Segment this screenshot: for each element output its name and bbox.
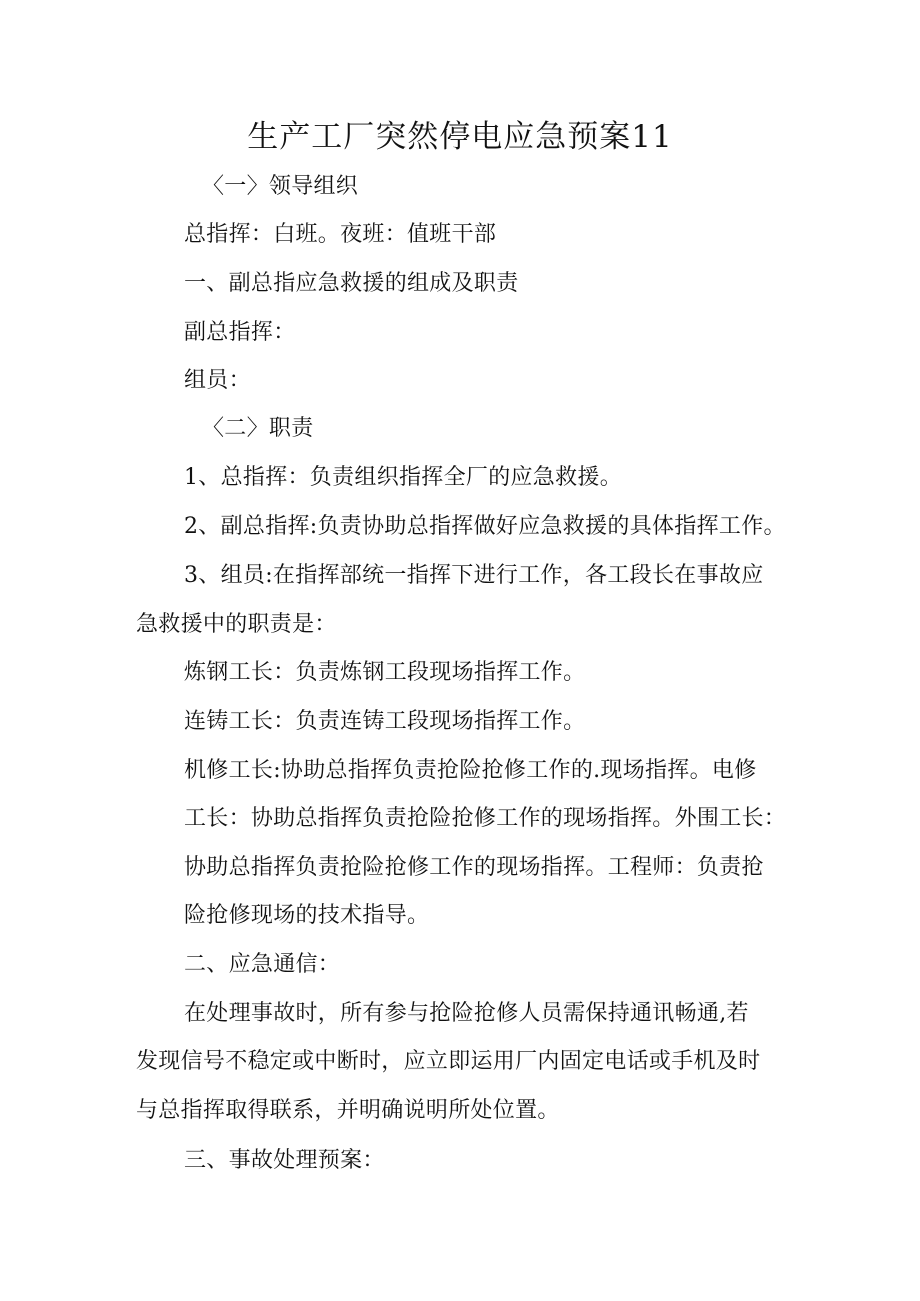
section-heading-accident-plan: 三、事故处理预案：: [184, 1148, 385, 1173]
document-title: 生产工厂突然停电应急预案11: [247, 119, 673, 155]
section-heading-duties: 〈二〉职责: [202, 416, 314, 441]
paragraph-duty-3-line-1: 3、组员:在指挥部统一指挥下进行工作，各工段长在事故应: [184, 563, 764, 588]
paragraph-duty-1: 1、总指挥：负责组织指挥全厂的应急救援。: [184, 465, 622, 490]
paragraph-commander: 总指挥：白班。夜班：值班干部: [184, 222, 497, 247]
paragraph-duty-2: 2、副总指挥:负责协助总指挥做好应急救援的具体指挥工作。: [184, 514, 786, 539]
paragraph-steelmaking-foreman: 炼钢工长：负责炼钢工段现场指挥工作。: [184, 660, 586, 685]
paragraph-members: 组员：: [184, 368, 251, 393]
paragraph-deputy-commander: 副总指挥：: [184, 320, 296, 345]
paragraph-casting-foreman: 连铸工长：负责连铸工段现场指挥工作。: [184, 709, 586, 734]
section-heading-leadership: 〈一〉领导组织: [202, 174, 359, 199]
paragraph-duty-3-line-2: 急救援中的职责是：: [136, 612, 337, 637]
paragraph-maintenance-line-2: 工长：协助总指挥负责抢险抢修工作的现场指挥。外围工长：: [184, 806, 787, 831]
paragraph-communication-line-3: 与总指挥取得联系，并明确说明所处位置。: [136, 1098, 560, 1123]
section-heading-deputy: 一、副总指应急救援的组成及职责: [184, 271, 519, 296]
paragraph-maintenance-line-3: 协助总指挥负责抢险抢修工作的现场指挥。工程师：负责抢: [184, 855, 764, 880]
section-heading-communication: 二、应急通信：: [184, 952, 341, 977]
paragraph-communication-line-2: 发现信号不稳定或中断时，应立即运用厂内固定电话或手机及时: [136, 1049, 761, 1074]
paragraph-maintenance-line-4: 险抢修现场的技术指导。: [184, 903, 430, 928]
paragraph-maintenance-line-1: 机修工长:协助总指挥负责抢险抢修工作的.现场指挥。电修: [184, 758, 757, 783]
paragraph-communication-line-1: 在处理事故时，所有参与抢险抢修人员需保持通讯畅通,若: [184, 1001, 749, 1026]
